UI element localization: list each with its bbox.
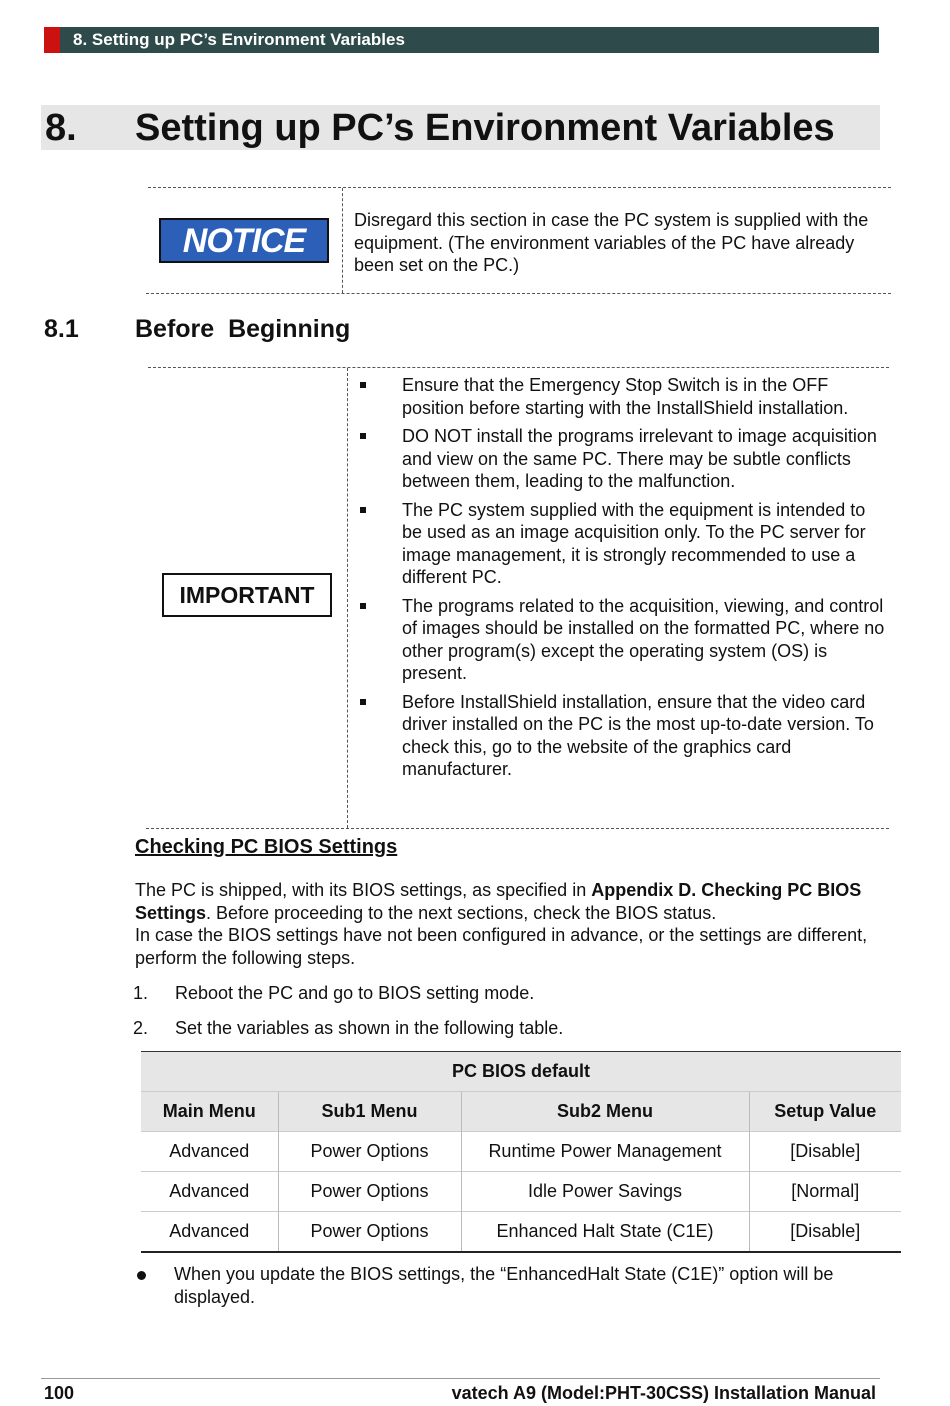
bullet-square-icon xyxy=(360,603,366,609)
bullet-square-icon xyxy=(360,382,366,388)
table-cell: [Normal] xyxy=(749,1172,901,1212)
column-header: Main Menu xyxy=(141,1092,278,1132)
table-cell: Advanced xyxy=(141,1132,278,1172)
step-number: 2. xyxy=(133,1018,149,1038)
footer-title: vatech A9 (Model:PHT-30CSS) Installation Manual xyxy=(451,1383,876,1403)
table-cell: Advanced xyxy=(141,1212,278,1253)
notice-badge-label: NOTICE xyxy=(182,222,306,260)
step-1 xyxy=(133,982,534,1004)
bios-para-text: In case the BIOS settings have not been configured in advance, or the settings are different, perform the following steps. xyxy=(135,925,868,968)
bios-paragraph xyxy=(135,879,880,969)
bullet-square-icon xyxy=(360,433,366,439)
bullet-square-icon xyxy=(360,699,366,705)
column-header: Sub2 Menu xyxy=(461,1092,749,1132)
list-item xyxy=(360,691,885,781)
table-cell: Power Options xyxy=(278,1212,461,1253)
bullet-text: Before InstallShield installation, ensure that the video card driver installed on the PC is the most up-to-date version. To check this, go to the website of the graphics card manufacturer. xyxy=(402,691,874,779)
table-cell: Runtime Power Management xyxy=(461,1132,749,1172)
notice-text: Disregard this section in case the PC system is supplied with the equipment. (The environment variables of the PC have already been set on the PC.) xyxy=(354,210,869,275)
bullet-dot-icon xyxy=(137,1271,146,1280)
table-cell: [Disable] xyxy=(749,1212,901,1253)
running-header xyxy=(44,27,879,53)
notice-bottom-rule xyxy=(146,293,891,294)
list-item xyxy=(360,425,885,493)
table-cell: Enhanced Halt State (C1E) xyxy=(461,1212,749,1253)
notice-top-rule xyxy=(148,187,891,188)
footer-rule xyxy=(41,1378,880,1379)
important-divider xyxy=(347,368,348,828)
chapter-heading xyxy=(41,105,880,150)
notice-divider xyxy=(342,188,343,293)
section-number: 8.1 xyxy=(44,315,79,343)
bullet-text: DO NOT install the programs irrelevant to image acquisition and view on the same PC. There may be subtle conflicts between them, leading to the malfunction. xyxy=(402,426,877,491)
table-row xyxy=(141,1172,901,1212)
header-accent xyxy=(44,27,60,53)
column-header: Sub1 Menu xyxy=(278,1092,461,1132)
notice-badge xyxy=(159,218,329,263)
note-text: When you update the BIOS settings, the “EnhancedHalt State (C1E)” option will be displayed. xyxy=(174,1264,834,1307)
section-title: Before Beginning xyxy=(135,315,351,343)
table-cell: Idle Power Savings xyxy=(461,1172,749,1212)
important-badge: IMPORTANT xyxy=(162,573,332,617)
bios-para-text: The PC is shipped, with its BIOS settings, as specified in xyxy=(135,880,592,900)
table-row xyxy=(141,1132,901,1172)
bios-heading: Checking PC BIOS Settings xyxy=(135,836,398,858)
bios-default-table xyxy=(141,1051,901,1253)
bullet-text: The programs related to the acquisition, viewing, and control of images should be installed on the formatted PC, where no other program(s) except the operating system (OS) is present. xyxy=(402,595,885,683)
bullet-square-icon xyxy=(360,507,366,513)
important-bullet-list xyxy=(360,374,885,787)
important-bottom-rule xyxy=(146,828,889,829)
table-cell: [Disable] xyxy=(749,1132,901,1172)
page-number: 100 xyxy=(44,1383,75,1403)
table-row xyxy=(141,1212,901,1253)
list-item xyxy=(360,595,885,685)
step-text: Set the variables as shown in the following table. xyxy=(175,1018,564,1038)
chapter-title: Setting up PC’s Environment Variables xyxy=(135,107,835,149)
bullet-text: The PC system supplied with the equipment is intended to be used as an image acquisition only. To the PC server for image management, it is strongly recommended to use a different PC. xyxy=(402,499,866,587)
chapter-number: 8. xyxy=(45,107,77,149)
step-2 xyxy=(133,1017,563,1039)
running-header-title: 8. Setting up PC’s Environment Variables xyxy=(73,30,405,49)
column-header: Setup Value xyxy=(749,1092,901,1132)
bios-para-text: . Before proceeding to the next sections, check the BIOS status. xyxy=(206,902,717,923)
list-item xyxy=(360,374,885,419)
appendix-reference: Appendix D. Checking PC BIOS Settings xyxy=(135,880,862,923)
table-cell: Power Options xyxy=(278,1172,461,1212)
table-cell: Advanced xyxy=(141,1172,278,1212)
step-number: 1. xyxy=(133,983,149,1003)
bullet-text: Ensure that the Emergency Stop Switch is in the OFF position before starting with the InstallShield installation. xyxy=(402,375,849,418)
important-top-rule xyxy=(148,367,889,368)
table-cell: Power Options xyxy=(278,1132,461,1172)
table-caption: PC BIOS default xyxy=(141,1052,901,1092)
step-text: Reboot the PC and go to BIOS setting mode. xyxy=(175,983,535,1003)
list-item xyxy=(360,499,885,589)
